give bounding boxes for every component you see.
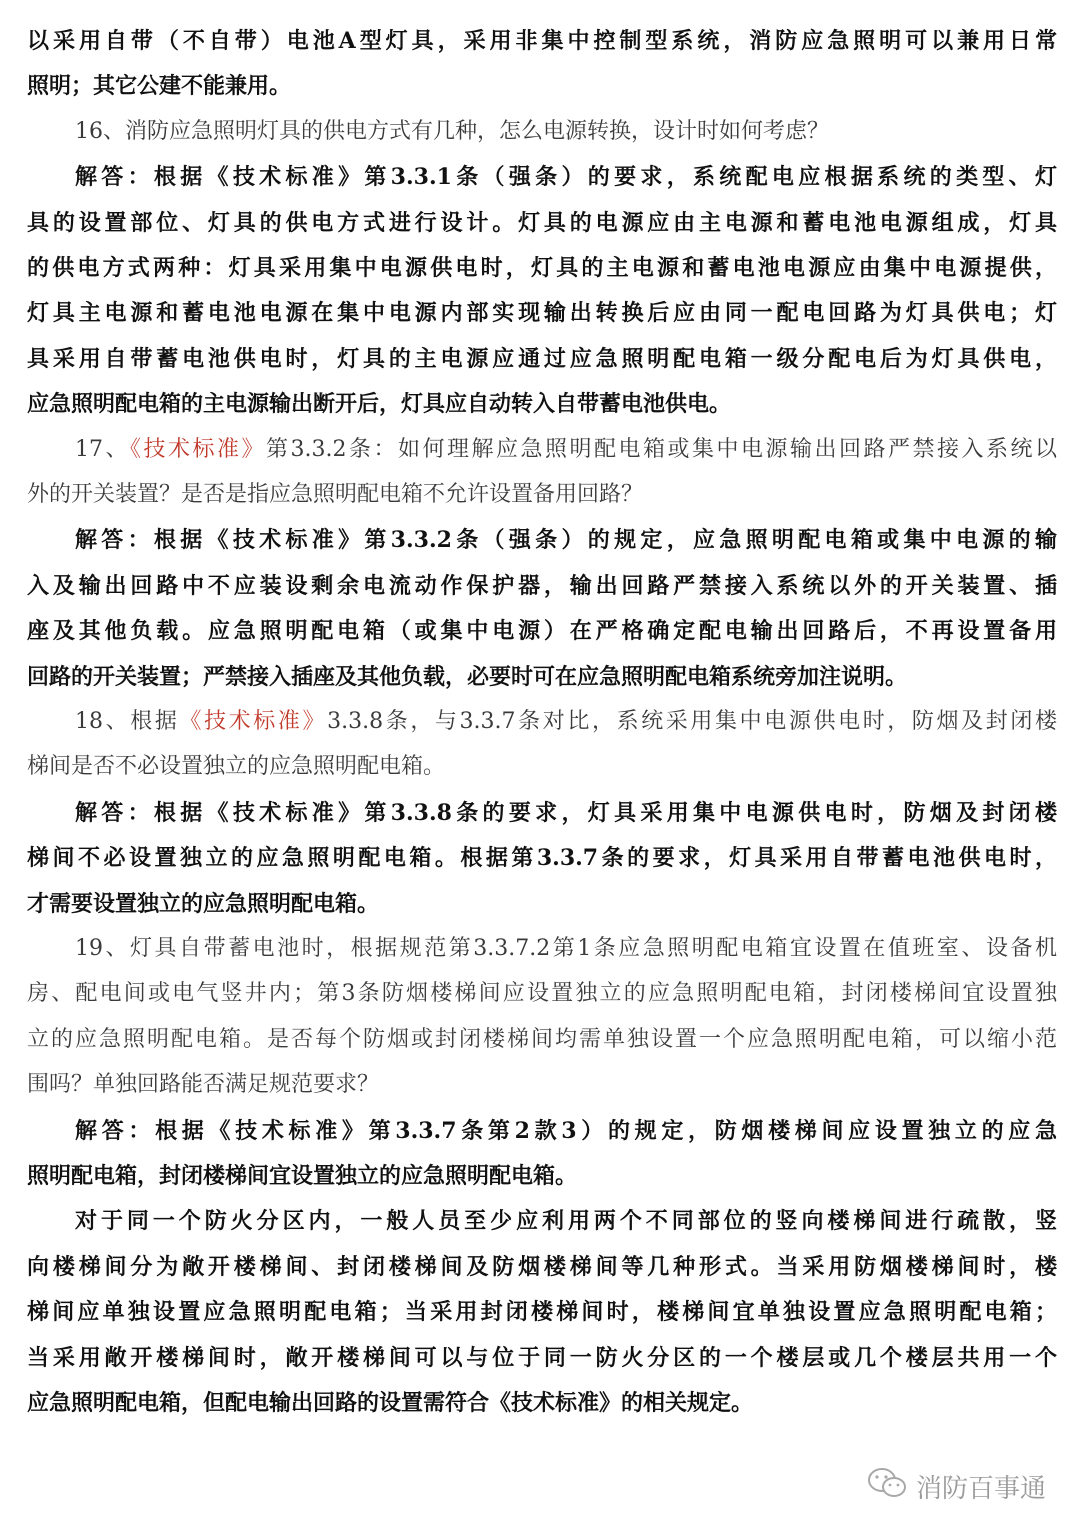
text-segment: 房、配电间或电气竖井内；第3条防烟楼梯间应设置独立的应急照明配电箱，封闭楼梯间宜设置独 (27, 981, 1057, 1007)
answer-line (27, 616, 1057, 646)
question-line (75, 934, 1057, 964)
answer-line (27, 208, 1057, 238)
standard-reference-highlight: 《技术标准》 (179, 709, 328, 734)
answer-line (27, 889, 1057, 919)
answer-line (75, 525, 1057, 555)
text-segment: 应急照明配电箱的主电源输出断开后，灯具应自动转入自带蓄电池供电。 (27, 391, 732, 418)
text-segment: 解答：根据《技术标准》第3.3.7条第2款3）的规定，防烟楼梯间应设置独立的应急 (75, 1117, 1057, 1144)
answer-line (27, 389, 1057, 419)
answer-line (27, 1388, 1057, 1418)
text-segment: 梯间不必设置独立的应急照明配电箱。根据第3.3.7条的要求，灯具采用自带蓄电池供电时， (27, 845, 1057, 872)
answer-line (27, 1161, 1057, 1191)
text-segment: 当采用敞开楼梯间时，敞开楼梯间可以与位于同一防火分区的一个楼层或几个楼层共用一个 (27, 1344, 1057, 1371)
answer-line (27, 26, 1057, 56)
text-segment: 围吗？单独回路能否满足规范要求？ (27, 1072, 380, 1098)
question-line (75, 117, 1057, 147)
question-line (27, 480, 1057, 510)
answer-line (27, 843, 1057, 873)
text-segment: 解答：根据《技术标准》第3.3.8条的要求，灯具采用集中电源供电时，防烟及封闭楼 (75, 799, 1057, 826)
question-line (27, 1025, 1057, 1055)
answer-line (27, 298, 1057, 328)
text-segment: 具的设置部位、灯具的供电方式进行设计。灯具的电源应由主电源和蓄电池电源组成，灯具 (27, 209, 1057, 236)
wechat-icon (866, 1466, 910, 1507)
text-segment: 18、根据 (75, 709, 180, 734)
watermark (866, 1466, 1046, 1507)
standard-reference-highlight: 《技术标准》 (130, 436, 267, 462)
text-segment: 解答：根据《技术标准》第3.3.2条（强条）的规定，应急照明配电箱或集中电源的输 (75, 527, 1057, 554)
text-segment: 19、灯具自带蓄电池时，根据规范第3.3.7.2第1条应急照明配电箱宜设置在值班室、设备机 (75, 936, 1057, 961)
text-segment: 具采用自带蓄电池供电时，灯具的主电源应通过应急照明配电箱一级分配电后为灯具供电， (27, 345, 1057, 372)
question-line (27, 752, 1057, 782)
answer-line (27, 344, 1057, 374)
answer-line (75, 1206, 1057, 1236)
answer-line (27, 662, 1057, 692)
text-segment: 解答：根据《技术标准》第3.3.1条（强条）的要求，系统配电应根据系统的类型、灯 (75, 164, 1057, 191)
answer-line (27, 571, 1057, 601)
text-segment: 16、消防应急照明灯具的供电方式有几种，怎么电源转换，设计时如何考虑？ (75, 118, 829, 144)
answer-line (75, 162, 1057, 192)
text-segment: 的供电方式两种：灯具采用集中电源供电时，灯具的主电源和蓄电池电源应由集中电源提供， (27, 255, 1057, 281)
answer-line (75, 798, 1057, 828)
question-line (75, 435, 1057, 465)
text-segment: 向楼梯间分为敞开楼梯间、封闭楼梯间及防烟楼梯间等几种形式。当采用防烟楼梯间时，楼 (27, 1253, 1057, 1280)
text-segment: 外的开关装置？是否是指应急照明配电箱不允许设置备用回路？ (27, 482, 644, 507)
text-segment: 17、 (75, 436, 130, 462)
answer-line (27, 1343, 1057, 1373)
answer-line (27, 71, 1057, 101)
watermark-text: 消防百事通 (915, 1474, 1046, 1504)
text-segment: 座及其他负载。应急照明配电箱（或集中电源）在严格确定配电输出回路后，不再设置备用 (27, 618, 1057, 645)
text-segment: 梯间是否不必设置独立的应急照明配电箱。 (27, 754, 446, 780)
text-segment: 照明配电箱，封闭楼梯间宜设置独立的应急照明配电箱。 (27, 1163, 578, 1189)
question-line (75, 707, 1057, 737)
text-segment: 灯具主电源和蓄电池电源在集中电源内部实现输出转换后应由同一配电回路为灯具供电；灯 (27, 300, 1057, 327)
text-segment: 立的应急照明配电箱。是否每个防烟或封闭楼梯间均需单独设置一个应急照明配电箱，可以缩小范 (27, 1026, 1057, 1052)
text-segment: 才需要设置独立的应急照明配电箱。 (27, 890, 380, 917)
text-segment: 以采用自带（不自带）电池A型灯具，采用非集中控制型系统，消防应急照明可以兼用日常 (27, 28, 1057, 54)
answer-line (75, 1116, 1057, 1146)
question-line (27, 979, 1057, 1009)
text-segment: 梯间应单独设置应急照明配电箱；当采用封闭楼梯间时，楼梯间宜单独设置应急照明配电箱； (27, 1299, 1057, 1326)
question-line (27, 1070, 1057, 1100)
text-segment: 第3.3.2条：如何理解应急照明配电箱或集中电源输出回路严禁接入系统以 (266, 436, 1057, 462)
text-segment: 回路的开关装置；严禁接入插座及其他负载，必要时可在应急照明配电箱系统旁加注说明。 (27, 663, 908, 690)
text-segment: 入及输出回路中不应装设剩余电流动作保护器，输出回路严禁接入系统以外的开关装置、插 (27, 572, 1057, 599)
text-segment: 3.3.8条，与3.3.7条对比，系统采用集中电源供电时，防烟及封闭楼 (327, 709, 1057, 734)
answer-line (27, 1252, 1057, 1282)
answer-line (27, 253, 1057, 283)
text-segment: 对于同一个防火分区内，一般人员至少应利用两个不同部位的竖向楼梯间进行疏散，竖 (75, 1208, 1057, 1235)
text-segment: 照明；其它公建不能兼用。 (27, 73, 292, 100)
answer-line (27, 1297, 1057, 1327)
text-segment: 应急照明配电箱，但配电输出回路的设置需符合《技术标准》的相关规定。 (27, 1390, 754, 1416)
